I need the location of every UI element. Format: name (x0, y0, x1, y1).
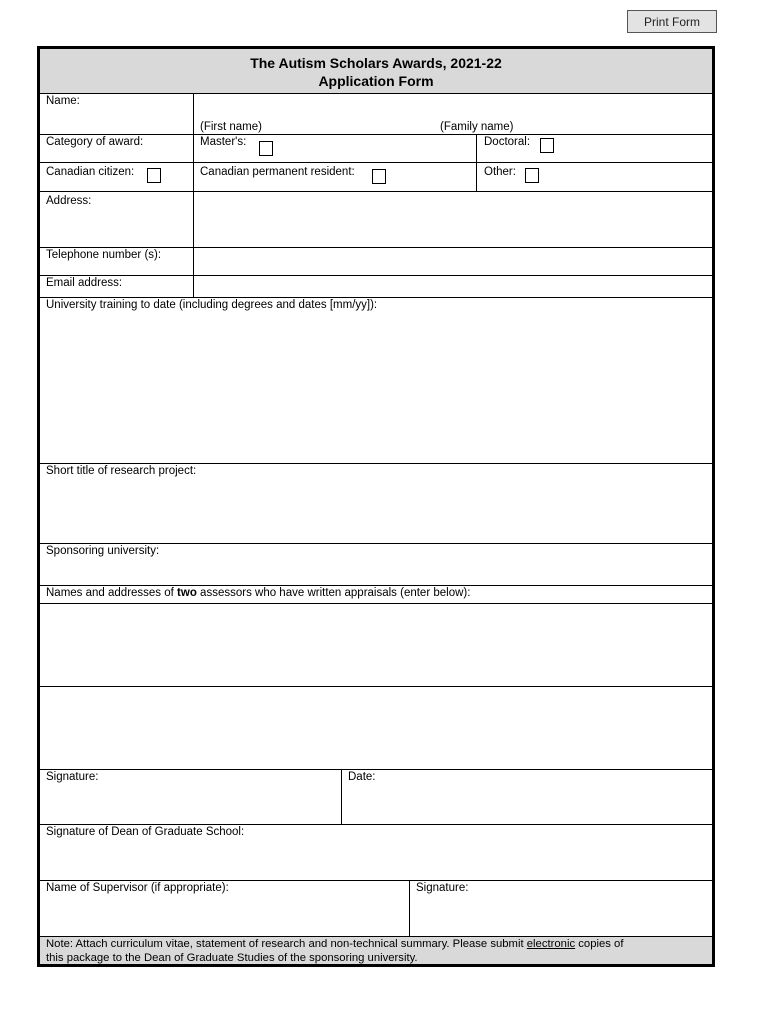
university-training-label: University training to date (including degrees and dates [mm/yy]): (46, 299, 378, 311)
assessor-1-field[interactable] (39, 603, 713, 687)
sponsoring-university-field[interactable] (39, 543, 713, 586)
supervisor-signature-label: Signature: (416, 882, 469, 894)
research-title-label: Short title of research project: (46, 465, 197, 477)
assessors-label: Names and addresses of two assessors who have written appraisals (enter below): (46, 587, 471, 599)
form-title-box (39, 48, 713, 94)
doctoral-checkbox[interactable] (540, 138, 554, 153)
citizen-cell (39, 162, 194, 192)
masters-checkbox[interactable] (259, 141, 273, 156)
email-field[interactable] (193, 275, 713, 298)
supervisor-label: Name of Supervisor (if appropriate): (46, 882, 229, 894)
address-label: Address: (46, 195, 92, 207)
electronic-link: electronic (526, 938, 576, 950)
assessor-2-field[interactable] (39, 686, 713, 770)
dean-signature-field[interactable] (39, 824, 713, 881)
assessors-label-cell (39, 585, 713, 604)
print-form-button[interactable]: Print Form (627, 10, 717, 33)
permanent-resident-checkbox[interactable] (372, 169, 386, 184)
note-line-1: Note: Attach curriculum vitae, statement of research and non-technical summary. Please submit electronic copies of (46, 938, 624, 950)
sponsoring-university-label: Sponsoring university: (46, 545, 160, 557)
family-name-caption: (Family name) (440, 121, 514, 133)
name-label-cell (39, 93, 194, 135)
email-label: Email address: (46, 277, 123, 289)
name-label: Name: (46, 95, 80, 107)
university-training-field[interactable] (39, 297, 713, 464)
application-form (37, 46, 715, 967)
first-name-caption: (First name) (200, 121, 262, 133)
research-title-field[interactable] (39, 463, 713, 544)
address-field[interactable] (193, 191, 713, 248)
doctoral-label: Doctoral: (484, 136, 531, 148)
telephone-label-cell (39, 247, 194, 276)
canadian-citizen-checkbox[interactable] (147, 168, 161, 183)
signature-label: Signature: (46, 771, 99, 783)
form-title: The Autism Scholars Awards, 2021-22 (250, 55, 502, 71)
other-label: Other: (484, 166, 516, 178)
permanent-resident-label: Canadian permanent resident: (200, 166, 355, 178)
canadian-citizen-label: Canadian citizen: (46, 166, 135, 178)
category-label: Category of award: (46, 136, 144, 148)
email-label-cell (39, 275, 194, 298)
resident-cell (193, 162, 477, 192)
note-box (39, 936, 713, 965)
supervisor-name-field[interactable] (39, 880, 410, 937)
date-field[interactable] (341, 769, 713, 825)
form-subtitle: Application Form (318, 73, 434, 89)
telephone-label: Telephone number (s): (46, 249, 162, 261)
other-cell (476, 162, 713, 192)
other-checkbox[interactable] (525, 168, 539, 183)
masters-cell (193, 134, 477, 163)
date-label: Date: (348, 771, 376, 783)
category-label-cell (39, 134, 194, 163)
doctoral-cell (476, 134, 713, 163)
name-field[interactable] (193, 93, 713, 135)
masters-label: Master's: (200, 136, 247, 148)
supervisor-signature-field[interactable] (409, 880, 713, 937)
note-line-2: this package to the Dean of Graduate Studies of the sponsoring university. (46, 952, 418, 964)
address-label-cell (39, 191, 194, 248)
dean-signature-label: Signature of Dean of Graduate School: (46, 826, 245, 838)
telephone-field[interactable] (193, 247, 713, 276)
signature-field[interactable] (39, 769, 342, 825)
